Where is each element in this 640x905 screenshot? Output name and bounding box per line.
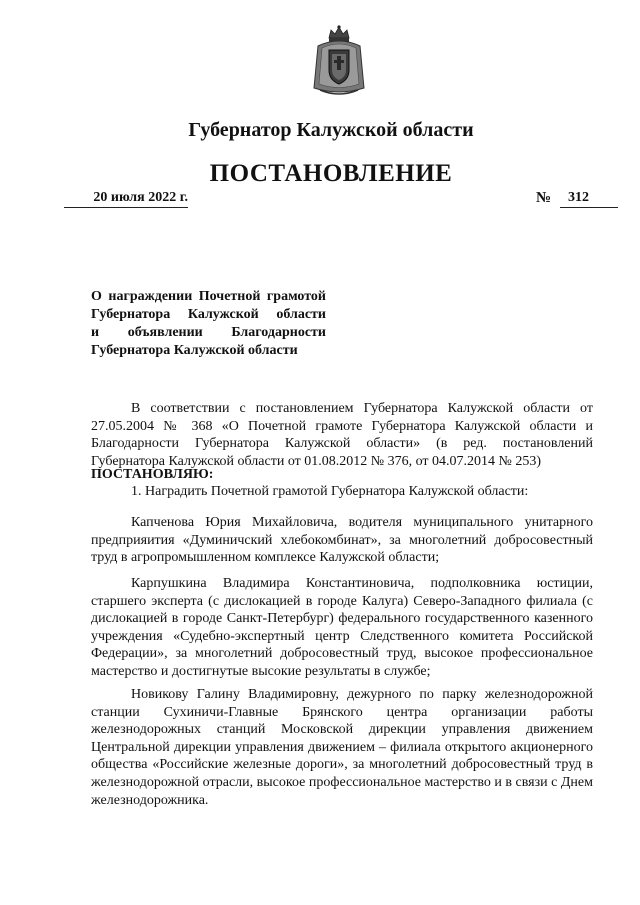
awardee-paragraph: Капченова Юрия Михайловича, водителя муниципального унитарного предприяития «Думиничский хлебокомбинат», за многолетний добросовестный труд в агропромышленном комплексе Калужской области;	[91, 515, 593, 566]
document-subject	[91, 288, 326, 360]
subject-line: О награждении Почетной грамотой	[91, 289, 326, 304]
kaluga-coat-of-arms-icon	[312, 24, 366, 98]
subject-line: Губернатора Калужской области	[91, 343, 298, 358]
number-sign: №	[536, 190, 552, 206]
awardee-paragraph: Карпушкина Владимира Константиновича, подполковника юстиции, старшего эксперта (с дислокацией в городе Калуга) Северо-Западного филиала (с дислокацией в городе Санкт-Петербург) федерального государственного казенного учреждения «Судебно-экспертный центр Следственного комитета Российской Федерации», за многолетний добросовестный труд, высокое профессиональное мастерство и достигнутые высокие результаты в службе;	[91, 576, 593, 679]
preamble-paragraph: В соответствии с постановлением Губернатора Калужской области от 27.05.2004 № 368 «О Почетной грамоте Губернатора Калужской области и Благодарности Губернатора Калужской области» (в ред. постановлений Губернатора Калужской области от 01.08.2012 № 376, от 04.07.2014 № 253)	[91, 401, 593, 469]
decree-heading: ПОСТАНОВЛЯЮ:	[91, 467, 214, 482]
document-number: 312	[560, 190, 618, 208]
awardee-paragraph: Новикову Галину Владимировну, дежурного по парку железнодорожной станции Сухиничи-Главные Брянского центра организации работы железнодорожных станций Московской дирекции управления движением Центральной дирекции управления движением – филиала открытого акционерного общества «Российские железные дороги», за многолетний добросовестный труд в железнодорожной отрасли, высокое профессиональное мастерство и в связи с Днем железнодорожника.	[91, 687, 593, 808]
issuer-title: Губернатор Калужской области	[188, 119, 474, 141]
document-date: 20 июля 2022 г.	[64, 190, 188, 208]
document-type-title: ПОСТАНОВЛЕНИЕ	[209, 160, 453, 187]
item-1-heading: 1. Наградить Почетной грамотой Губернатора Калужской области:	[131, 484, 529, 499]
subject-line: Губернатора Калужской области	[91, 307, 326, 322]
subject-line: и объявлении Благодарности	[91, 325, 326, 340]
